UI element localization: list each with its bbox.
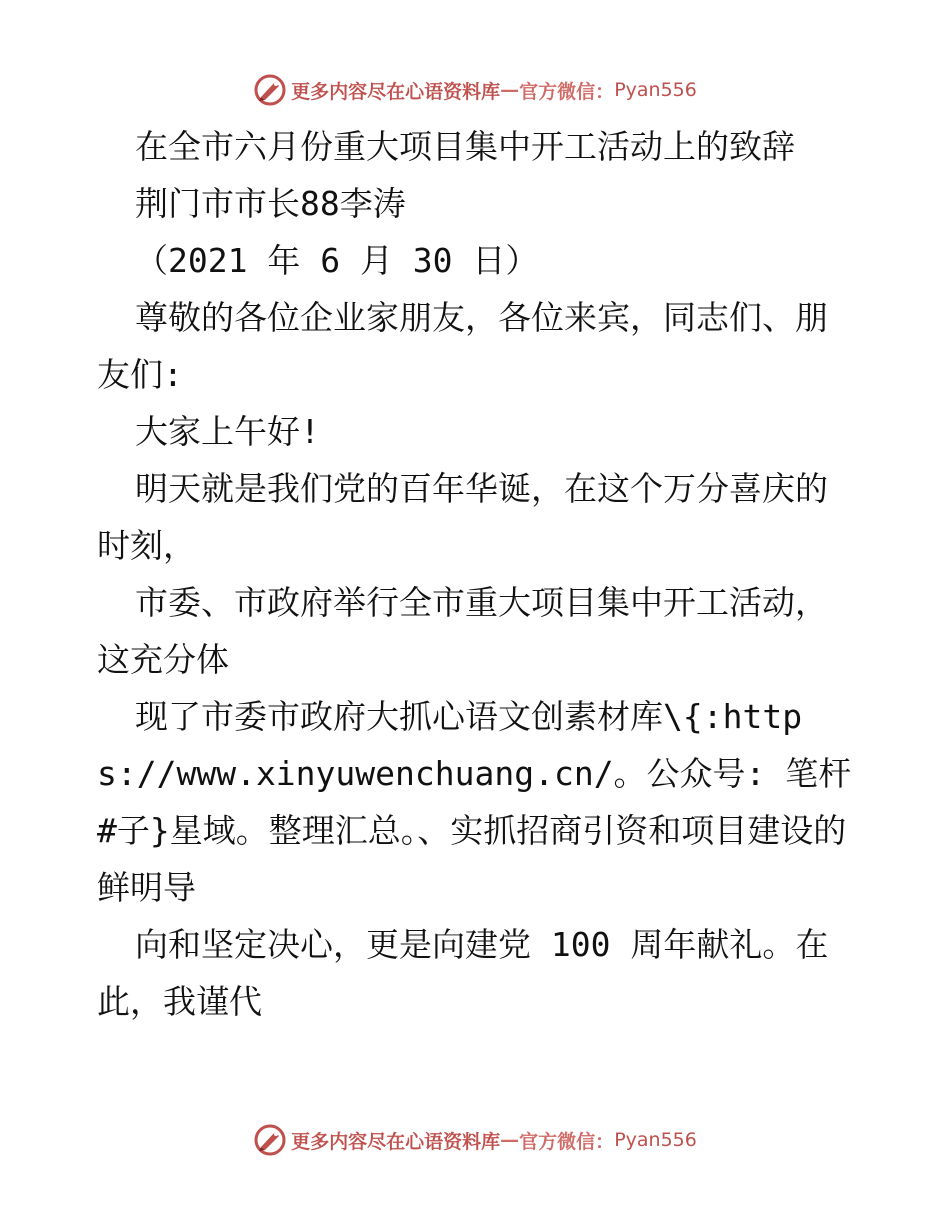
document-date: （2021 年 6 月 30 日）: [135, 241, 539, 280]
footer-banner-wechat-label: 官方微信：: [519, 1130, 615, 1153]
document-greeting: 大家上午好!: [135, 412, 320, 451]
document-title: 在全市六月份重大项目集中开工活动上的致辞: [135, 127, 795, 166]
footer-banner-wechat-id: Pyan556: [614, 1129, 697, 1151]
pen-nib-logo-icon: [253, 73, 287, 107]
footer-banner: [0, 1120, 950, 1160]
header-banner-wechat-id: Pyan556: [614, 79, 697, 101]
header-banner: [0, 70, 950, 110]
document-paragraph-4: 向和坚定决心，更是向建党 100 周年献礼。在此，我谨代: [97, 925, 829, 1021]
document-body: [97, 118, 857, 1030]
header-banner-dash: —: [500, 79, 520, 101]
pen-nib-logo-icon: [253, 1123, 287, 1157]
document-salutation: 尊敬的各位企业家朋友，各位来宾，同志们、朋友们:: [97, 298, 828, 394]
document-paragraph-3: 现了市委市政府大抓心语文创素材库\{:https://www.xinyuwenchuang.cn/。公众号: 笔杆#子}星域。整理汇总。、实抓招商引资和项目建设的鲜明导: [97, 697, 852, 907]
document-paragraph-1: 明天就是我们党的百年华诞，在这个万分喜庆的时刻，: [97, 469, 828, 565]
footer-banner-main-text: 更多内容尽在心语资料库: [291, 1130, 501, 1153]
header-banner-wechat-label: 官方微信：: [519, 80, 615, 103]
header-banner-main-text: 更多内容尽在心语资料库: [291, 80, 501, 103]
document-paragraph-2: 市委、市政府举行全市重大项目集中开工活动，这充分体: [97, 583, 828, 679]
footer-banner-dash: —: [500, 1129, 520, 1151]
document-author: 荆门市市长88李涛: [135, 184, 406, 223]
